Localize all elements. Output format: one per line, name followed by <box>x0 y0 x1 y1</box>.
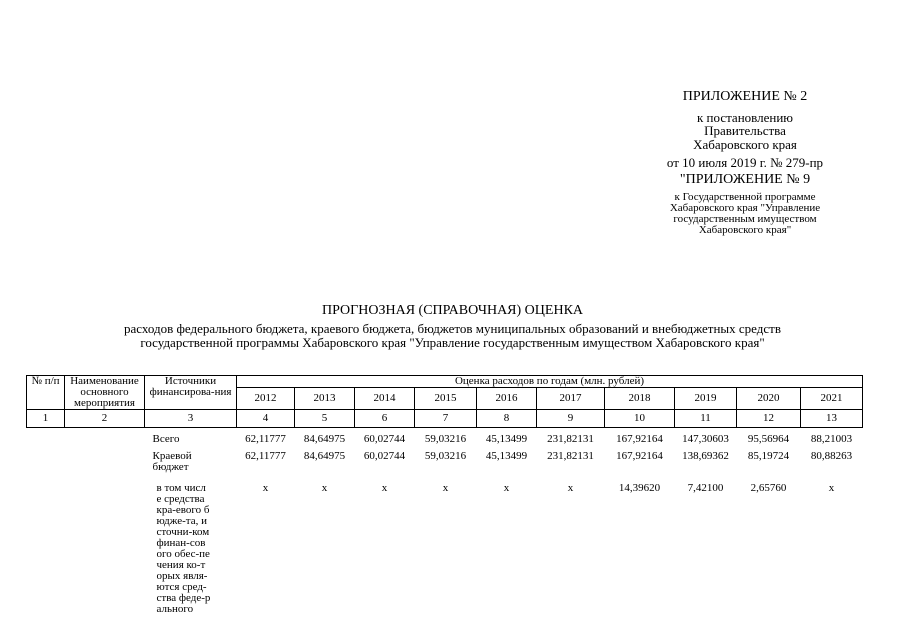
appendix-sub4: Хабаровского края" <box>698 223 792 236</box>
colnum-cell: 6 <box>355 410 415 428</box>
value-cell: 85,19724 <box>747 450 790 462</box>
value-cell: 59,03216 <box>424 433 467 445</box>
value-cell: х <box>381 482 388 494</box>
value-cell: 60,02744 <box>363 450 406 462</box>
row-label: Всего <box>152 433 180 445</box>
year-cell: 2016 <box>477 388 537 410</box>
value-cell: 60,02744 <box>363 433 406 445</box>
appendix-line2: Правительства <box>704 123 786 139</box>
colnum-cell: 9 <box>537 410 605 428</box>
value-cell: х <box>567 482 574 494</box>
header-num: № п/п <box>27 376 65 410</box>
appendix-sub2: Хабаровского края "Управление <box>669 201 821 214</box>
value-cell: х <box>442 482 449 494</box>
row-label: Краевой бюджет <box>152 450 192 473</box>
doc-title: ПРОГНОЗНАЯ (СПРАВОЧНАЯ) ОЦЕНКА <box>321 303 584 318</box>
value-cell: 138,69362 <box>682 450 729 462</box>
value-cell: 14,39620 <box>618 482 661 494</box>
year-cell: 2018 <box>605 388 675 410</box>
colnum-cell: 8 <box>477 410 537 428</box>
value-cell: 84,64975 <box>303 450 346 462</box>
year-cell: 2017 <box>537 388 605 410</box>
appendix-line1: к постановлению <box>696 109 794 125</box>
colnum-cell: 5 <box>295 410 355 428</box>
value-cell: 45,13499 <box>485 433 528 445</box>
year-cell: 2019 <box>675 388 737 410</box>
colnum-cell: 4 <box>237 410 295 428</box>
value-cell: 2,65760 <box>750 482 787 494</box>
appendix-sub3: государственным имуществом <box>673 212 817 225</box>
value-cell: 88,21003 <box>810 433 853 445</box>
colnum-cell: 2 <box>65 410 145 428</box>
value-cell: 7,42100 <box>687 482 724 494</box>
appendix-title: ПРИЛОЖЕНИЕ № 2 <box>682 89 808 104</box>
colnum-cell: 1 <box>27 410 65 428</box>
header-source: Источники финансирова-ния <box>145 376 237 410</box>
header-name: Наименование основного мероприятия <box>65 376 145 410</box>
value-cell: 59,03216 <box>424 450 467 462</box>
colnum-cell: 13 <box>801 410 863 428</box>
value-cell: 45,13499 <box>485 450 528 462</box>
value-cell: 167,92164 <box>616 450 663 462</box>
appendix-title2: "ПРИЛОЖЕНИЕ № 9 <box>679 172 811 188</box>
value-cell: 231,82131 <box>547 450 594 462</box>
estimate-table <box>26 375 863 615</box>
appendix-sub1: к Государственной программе <box>674 190 816 203</box>
value-cell: х <box>503 482 510 494</box>
value-cell: 167,92164 <box>616 433 663 445</box>
value-cell: 62,11777 <box>245 433 286 445</box>
colnum-cell: 7 <box>415 410 477 428</box>
year-cell: 2014 <box>355 388 415 410</box>
header-estimate: Оценка расходов по годам (млн. рублей) <box>237 376 863 388</box>
value-cell: х <box>321 482 328 494</box>
value-cell: 147,30603 <box>682 433 729 445</box>
row-label: в том числе средства кра-евого бюдже-та, источни-ком финан-сового обес-печения ко-торых явля-ются сред-ства феде-рального <box>156 482 211 615</box>
table-row <box>27 445 863 473</box>
year-cell: 2021 <box>801 388 863 410</box>
value-cell: 231,82131 <box>547 433 594 445</box>
table-row <box>27 428 863 446</box>
appendix-line3: Хабаровского края <box>693 136 797 152</box>
value-cell: 84,64975 <box>303 433 346 445</box>
colnum-cell: 12 <box>737 410 801 428</box>
value-cell: 95,56964 <box>747 433 790 445</box>
year-cell: 2013 <box>295 388 355 410</box>
doc-subtitle1: расходов федерального бюджета, краевого бюджета, бюджетов муниципальных образований и внебюджетных средств <box>124 321 781 336</box>
colnum-cell: 3 <box>145 410 237 428</box>
colnum-cell: 11 <box>675 410 737 428</box>
value-cell: 80,88263 <box>810 450 853 462</box>
appendix-date: от 10 июля 2019 г. № 279-пр <box>666 154 824 170</box>
year-cell: 2015 <box>415 388 477 410</box>
year-cell: 2012 <box>237 388 295 410</box>
doc-subtitle2: государственной программы Хабаровского края "Управление государственным имуществом Хабаровского края" <box>140 334 765 350</box>
value-cell: х <box>828 482 835 494</box>
year-cell: 2020 <box>737 388 801 410</box>
table-row <box>27 473 863 615</box>
colnum-cell: 10 <box>605 410 675 428</box>
value-cell: х <box>262 482 269 494</box>
value-cell: 62,11777 <box>245 450 286 462</box>
